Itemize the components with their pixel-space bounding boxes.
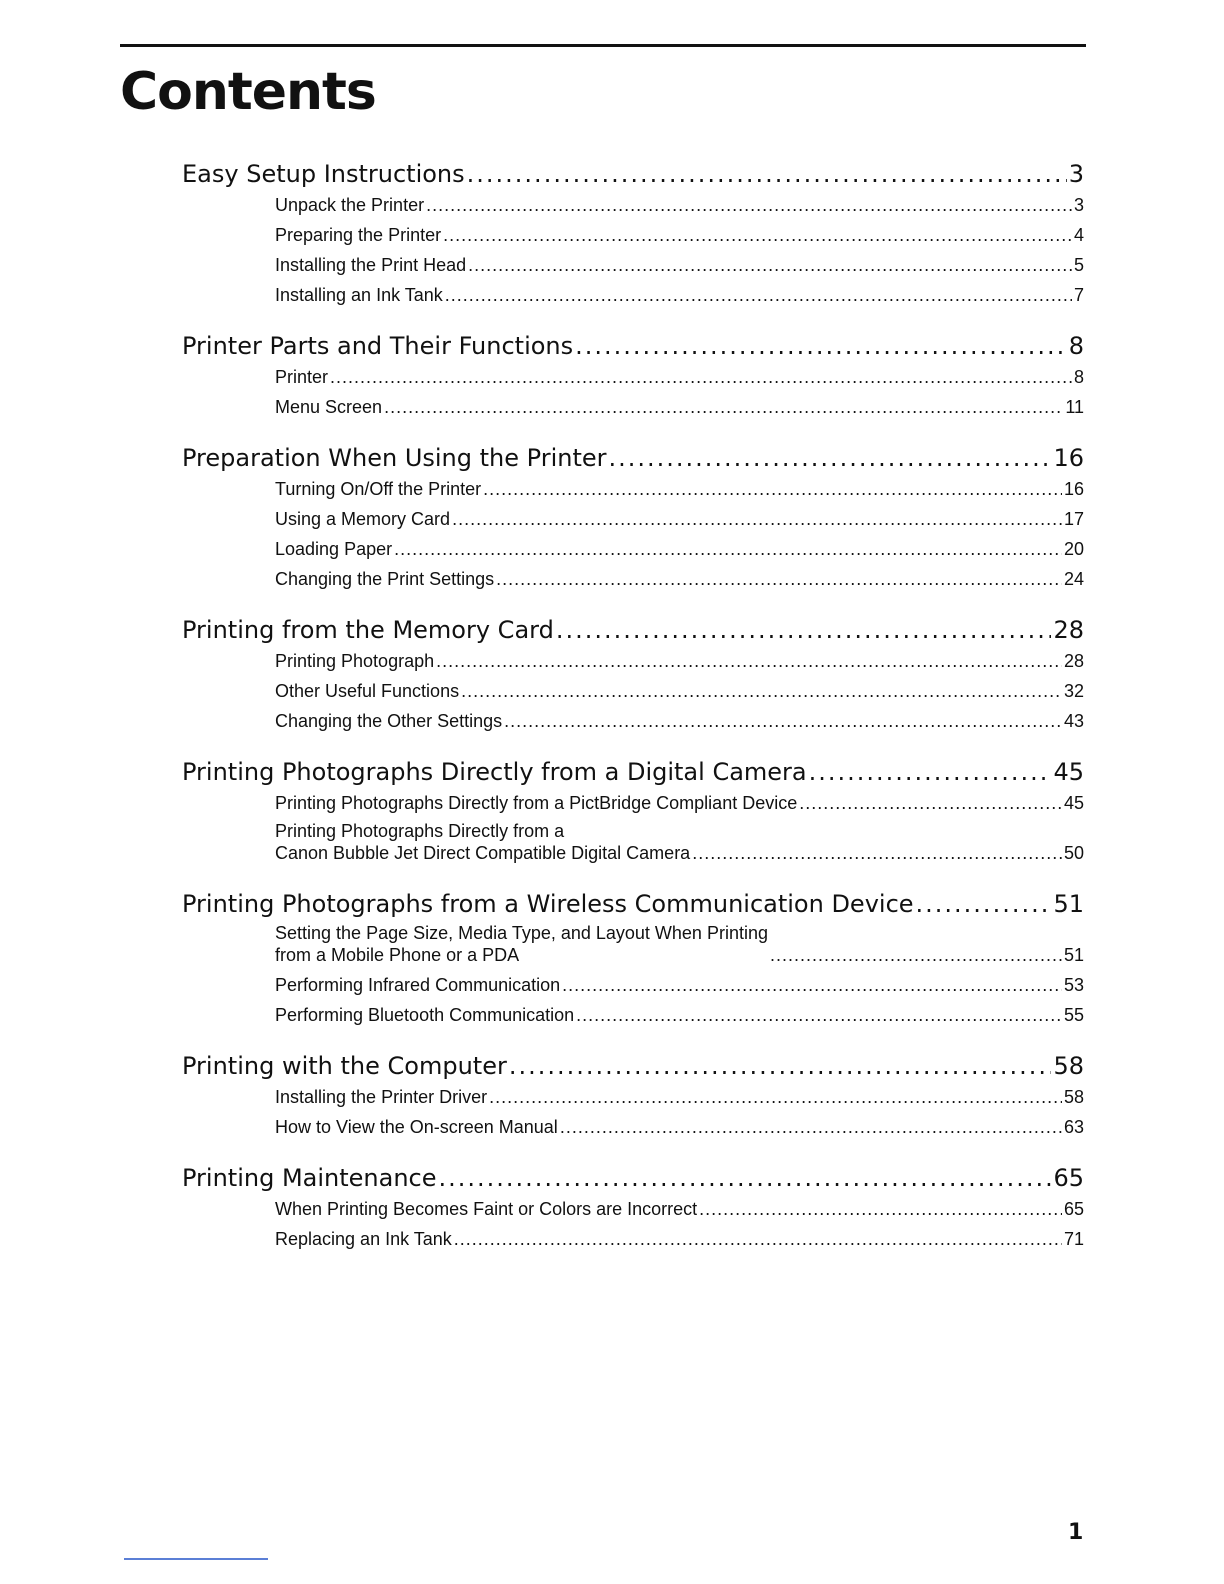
dot-leader	[504, 706, 1062, 736]
entry-page-number: 71	[1063, 1229, 1084, 1249]
chapter-row[interactable]	[182, 1050, 1084, 1082]
dot-leader	[799, 788, 1062, 818]
entry-page-number: 24	[1063, 569, 1084, 589]
section-gap	[182, 1142, 1084, 1162]
dot-leader	[560, 1112, 1062, 1142]
toc-entry[interactable]	[182, 1082, 1084, 1112]
dot-leader	[483, 474, 1062, 504]
chapter-page-number: 65	[1053, 1164, 1084, 1192]
entry-page-number: 50	[1063, 843, 1084, 863]
toc-section	[182, 614, 1084, 736]
chapter-page-number: 45	[1053, 758, 1084, 786]
section-gap	[182, 736, 1084, 756]
dot-leader	[439, 1162, 1052, 1194]
toc-entry[interactable]	[182, 1000, 1084, 1030]
toc-section	[182, 1050, 1084, 1142]
entry-page-number: 7	[1073, 285, 1084, 305]
entry-title: Printing Photographs Directly from a PictBridge Compliant Device	[275, 793, 798, 813]
chapter-page-number: 16	[1053, 444, 1084, 472]
toc-entry[interactable]	[182, 1224, 1084, 1254]
dot-leader	[916, 888, 1052, 920]
entry-title: Performing Infrared Communication	[275, 975, 561, 995]
toc-entry[interactable]	[182, 280, 1084, 310]
chapter-row[interactable]	[182, 756, 1084, 788]
dot-leader	[426, 190, 1072, 220]
dot-leader	[609, 442, 1052, 474]
section-gap	[182, 310, 1084, 330]
chapter-page-number: 3	[1068, 160, 1084, 188]
dot-leader	[330, 362, 1072, 392]
entry-page-number: 51	[1063, 945, 1084, 965]
page-title: Contents	[120, 62, 376, 122]
chapter-row[interactable]	[182, 614, 1084, 646]
chapter-row[interactable]	[182, 1162, 1084, 1194]
entry-page-number: 5	[1073, 255, 1084, 275]
dot-leader	[576, 1000, 1062, 1030]
toc-entry[interactable]	[182, 392, 1084, 422]
entry-page-number: 58	[1063, 1087, 1084, 1107]
chapter-row[interactable]	[182, 330, 1084, 362]
dot-leader	[556, 614, 1052, 646]
chapter-title: Printing Maintenance	[182, 1164, 437, 1192]
toc-section	[182, 158, 1084, 310]
entry-page-number: 43	[1063, 711, 1084, 731]
chapter-title: Printer Parts and Their Functions	[182, 332, 574, 360]
table-of-contents	[182, 158, 1084, 1254]
chapter-title: Printing from the Memory Card	[182, 616, 554, 644]
chapter-row[interactable]	[182, 442, 1084, 474]
entry-title: Menu Screen	[275, 397, 383, 417]
toc-entry[interactable]	[182, 676, 1084, 706]
toc-entry[interactable]	[182, 646, 1084, 676]
entry-page-number: 8	[1073, 367, 1084, 387]
toc-entry[interactable]	[182, 220, 1084, 250]
entry-title: Other Useful Functions	[275, 681, 460, 701]
toc-entry[interactable]	[182, 534, 1084, 564]
entry-title: Loading Paper	[275, 539, 393, 559]
toc-entry[interactable]	[182, 818, 1084, 868]
chapter-page-number: 58	[1053, 1052, 1084, 1080]
entry-page-number: 45	[1063, 793, 1084, 813]
dot-leader	[562, 970, 1062, 1000]
dot-leader	[384, 392, 1063, 422]
entry-page-number: 4	[1073, 225, 1084, 245]
entry-title: Installing the Print Head	[275, 255, 467, 275]
entry-title: Installing the Printer Driver	[275, 1087, 488, 1107]
chapter-page-number: 8	[1068, 332, 1084, 360]
entry-title: When Printing Becomes Faint or Colors are Incorrect	[275, 1199, 698, 1219]
chapter-title: Printing with the Computer	[182, 1052, 507, 1080]
dot-leader	[445, 280, 1072, 310]
section-gap	[182, 422, 1084, 442]
top-rule	[120, 44, 1086, 47]
dot-leader	[452, 504, 1062, 534]
entry-title: Changing the Print Settings	[275, 569, 495, 589]
dot-leader	[467, 158, 1067, 190]
dot-leader	[809, 756, 1052, 788]
dot-leader	[436, 646, 1062, 676]
toc-section	[182, 1162, 1084, 1254]
entry-title: Printing Photograph	[275, 651, 435, 671]
entry-title: Preparing the Printer	[275, 225, 442, 245]
entry-page-number: 53	[1063, 975, 1084, 995]
entry-page-number: 65	[1063, 1199, 1084, 1219]
entry-page-number: 20	[1063, 539, 1084, 559]
toc-section	[182, 888, 1084, 1030]
entry-page-number: 28	[1063, 651, 1084, 671]
entry-title: Turning On/Off the Printer	[275, 479, 482, 499]
dot-leader	[770, 944, 1062, 970]
entry-page-number: 17	[1063, 509, 1084, 529]
bottom-mark	[124, 1558, 268, 1560]
dot-leader	[443, 220, 1072, 250]
entry-page-number: 3	[1073, 195, 1084, 215]
entry-title: Setting the Page Size, Media Type, and Layout When Printing from a Mobile Phone or a PDA	[275, 923, 768, 965]
toc-section	[182, 330, 1084, 422]
toc-entry[interactable]	[182, 362, 1084, 392]
dot-leader	[692, 842, 1062, 868]
toc-section	[182, 442, 1084, 594]
dot-leader	[699, 1194, 1062, 1224]
entry-title: Changing the Other Settings	[275, 711, 503, 731]
toc-entry[interactable]	[182, 1194, 1084, 1224]
section-gap	[182, 868, 1084, 888]
chapter-title: Printing Photographs Directly from a Digital Camera	[182, 758, 807, 786]
dot-leader	[394, 534, 1062, 564]
section-gap	[182, 594, 1084, 614]
chapter-title: Easy Setup Instructions	[182, 160, 465, 188]
entry-title: Unpack the Printer	[275, 195, 425, 215]
entry-page-number: 11	[1065, 397, 1084, 417]
entry-title: Using a Memory Card	[275, 509, 451, 529]
page-number: 1	[1068, 1520, 1084, 1545]
entry-title: Performing Bluetooth Communication	[275, 1005, 575, 1025]
entry-title: Installing an Ink Tank	[275, 285, 443, 305]
toc-entry[interactable]	[182, 250, 1084, 280]
toc-entry[interactable]	[182, 1112, 1084, 1142]
dot-leader	[461, 676, 1062, 706]
dot-leader	[468, 250, 1072, 280]
entry-page-number: 16	[1063, 479, 1084, 499]
entry-title: Printer	[275, 367, 329, 387]
toc-section	[182, 756, 1084, 868]
toc-entry[interactable]	[182, 564, 1084, 594]
toc-entry[interactable]	[182, 788, 1084, 818]
entry-page-number: 63	[1063, 1117, 1084, 1137]
section-gap	[182, 1030, 1084, 1050]
toc-entry[interactable]	[182, 504, 1084, 534]
dot-leader	[509, 1050, 1052, 1082]
toc-entry[interactable]	[182, 920, 1084, 970]
dot-leader	[454, 1224, 1062, 1254]
dot-leader	[575, 330, 1067, 362]
chapter-title: Printing Photographs from a Wireless Communication Device	[182, 890, 914, 918]
chapter-title: Preparation When Using the Printer	[182, 444, 607, 472]
chapter-row[interactable]	[182, 158, 1084, 190]
toc-entry[interactable]	[182, 474, 1084, 504]
entry-title: How to View the On-screen Manual	[275, 1117, 558, 1137]
toc-entry[interactable]	[182, 190, 1084, 220]
entry-page-number: 32	[1063, 681, 1084, 701]
entry-title: Printing Photographs Directly from a Canon Bubble Jet Direct Compatible Digital Camera	[275, 821, 691, 863]
dot-leader	[496, 564, 1062, 594]
toc-entry[interactable]	[182, 706, 1084, 736]
chapter-page-number: 28	[1053, 616, 1084, 644]
toc-entry[interactable]	[182, 970, 1084, 1000]
chapter-page-number: 51	[1053, 890, 1084, 918]
dot-leader	[489, 1082, 1062, 1112]
chapter-row[interactable]	[182, 888, 1084, 920]
entry-title: Replacing an Ink Tank	[275, 1229, 452, 1249]
entry-page-number: 55	[1063, 1005, 1084, 1025]
